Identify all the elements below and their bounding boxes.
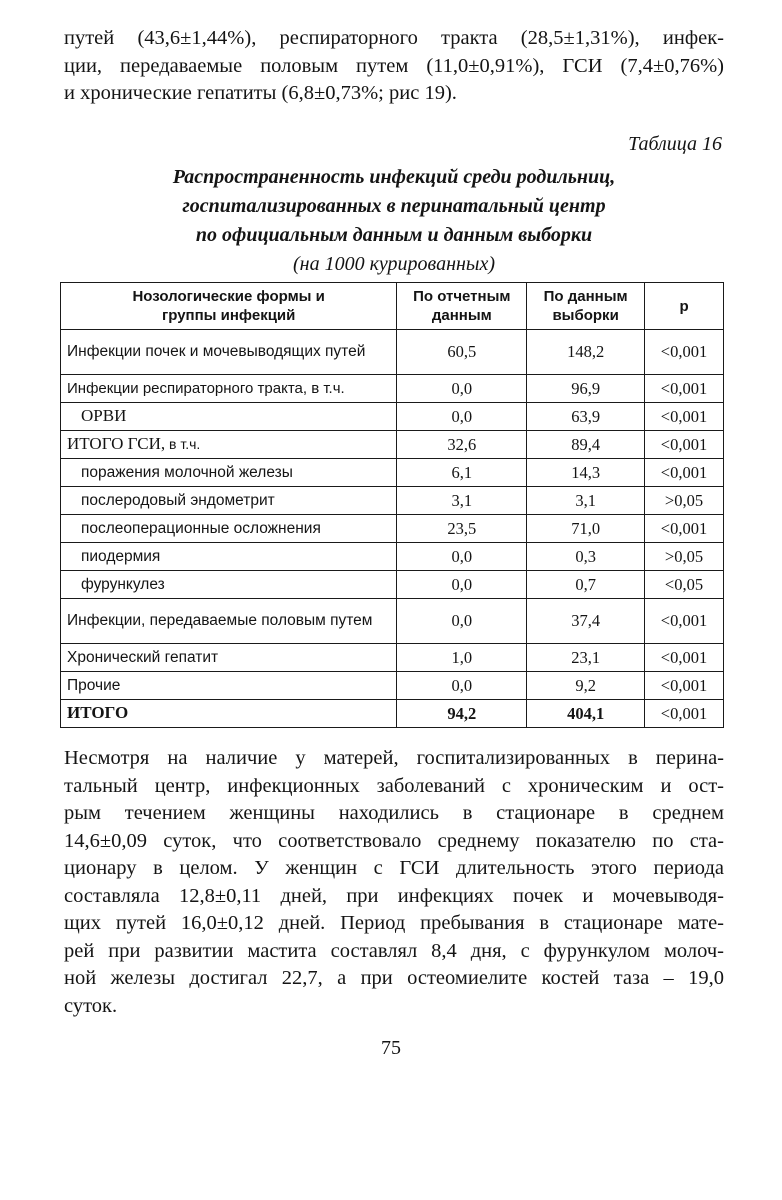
intro-paragraph [64, 25, 724, 108]
row-name: ИТОГО ГСИ, в т.ч. [61, 431, 397, 459]
body-line: ционару в целом. У женщин с ГСИ длительность этого периода [64, 857, 724, 879]
row-name: ИТОГО [61, 700, 397, 728]
table-total-row [61, 700, 724, 728]
body-line: тальный центр, инфекционных заболеваний с хроническим и ост- [64, 774, 724, 797]
table-number: Таблица 16 [628, 133, 722, 155]
row-sample: 63,9 [527, 403, 645, 431]
row-p: <0,001 [645, 459, 724, 487]
intro-line: ции, передаваемые половым путем (11,0±0,91%), ГСИ (7,4±0,76%) [64, 54, 724, 77]
row-p: <0,05 [645, 571, 724, 599]
row-p: <0,001 [645, 644, 724, 672]
row-name: Инфекции, передаваемые половым путем [61, 599, 397, 644]
header-p: р [645, 283, 724, 330]
row-sample: 404,1 [527, 700, 645, 728]
row-reported: 0,0 [397, 403, 527, 431]
row-sample: 3,1 [527, 487, 645, 515]
row-reported: 94,2 [397, 700, 527, 728]
table-row [61, 459, 724, 487]
table-row [61, 644, 724, 672]
row-p: >0,05 [645, 487, 724, 515]
row-name: Инфекции почек и мочевыводящих путей [61, 330, 397, 375]
row-p: <0,001 [645, 330, 724, 375]
row-name: фурункулез [61, 571, 397, 599]
body-line: ной железы достигал 22,7, а при остеомиелите костей таза – 19,0 [64, 967, 724, 989]
row-p: <0,001 [645, 672, 724, 700]
row-reported: 0,0 [397, 672, 527, 700]
row-reported: 0,0 [397, 375, 527, 403]
row-reported: 60,5 [397, 330, 527, 375]
intro-line: и хронические гепатиты (6,8±0,73%; рис 19). [64, 82, 457, 104]
row-p: <0,001 [645, 403, 724, 431]
row-sample: 23,1 [527, 644, 645, 672]
table-row [61, 515, 724, 543]
row-reported: 1,0 [397, 644, 527, 672]
row-sample: 14,3 [527, 459, 645, 487]
row-reported: 32,6 [397, 431, 527, 459]
header-nosology: Нозологические формы и группы инфекций [61, 283, 397, 330]
body-paragraph [64, 745, 724, 1020]
row-sample: 0,7 [527, 571, 645, 599]
row-name: Прочие [61, 672, 397, 700]
row-reported: 0,0 [397, 543, 527, 571]
header-reported: По отчетным данным [397, 283, 527, 330]
row-reported: 23,5 [397, 515, 527, 543]
row-p: <0,001 [645, 375, 724, 403]
table-title [64, 163, 724, 279]
body-line: составляла 12,8±0,11 дней, при инфекциях почек и мочевыводя- [64, 884, 724, 907]
page-number: 75 [381, 1037, 401, 1059]
row-name: поражения молочной железы [61, 459, 397, 487]
row-sample: 89,4 [527, 431, 645, 459]
body-line: Несмотря на наличие у матерей, госпитализированных в перина- [64, 747, 724, 769]
row-reported: 0,0 [397, 599, 527, 644]
table-title-line: Распространенность инфекций среди родильниц, [172, 166, 616, 188]
table-subtitle: (на 1000 курированных) [292, 253, 496, 275]
body-line: 14,6±0,09 суток, что соответствовало среднему показателю по ста- [64, 829, 724, 852]
infection-table [60, 282, 724, 728]
row-reported: 0,0 [397, 571, 527, 599]
body-line: суток. [64, 994, 118, 1017]
row-reported: 6,1 [397, 459, 527, 487]
table-row [61, 330, 724, 375]
table-header-row [61, 283, 724, 330]
row-name: Инфекции респираторного тракта, в т.ч. [61, 375, 397, 403]
table-row [61, 431, 724, 459]
row-sample: 96,9 [527, 375, 645, 403]
row-sample: 0,3 [527, 543, 645, 571]
row-reported: 3,1 [397, 487, 527, 515]
table-row [61, 403, 724, 431]
row-p: >0,05 [645, 543, 724, 571]
row-sample: 148,2 [527, 330, 645, 375]
row-sample: 9,2 [527, 672, 645, 700]
table-title-line: по официальным данным и данным выборки [195, 224, 593, 246]
body-line: рым течением женщины находились в стационаре в среднем [64, 802, 724, 824]
table-row [61, 599, 724, 644]
row-p: <0,001 [645, 599, 724, 644]
table-row [61, 375, 724, 403]
table-row [61, 543, 724, 571]
row-name: Хронический гепатит [61, 644, 397, 672]
body-line: щих путей 16,0±0,12 дней. Период пребывания в стационаре мате- [64, 912, 724, 934]
table-row [61, 487, 724, 515]
row-p: <0,001 [645, 515, 724, 543]
row-name: послеродовый эндометрит [61, 487, 397, 515]
row-sample: 37,4 [527, 599, 645, 644]
body-line: рей при развитии мастита составлял 8,4 дня, с фурункулом молоч- [64, 939, 724, 962]
row-name: ОРВИ [61, 403, 397, 431]
row-sample: 71,0 [527, 515, 645, 543]
table-row [61, 672, 724, 700]
row-p: <0,001 [645, 700, 724, 728]
intro-line: путей (43,6±1,44%), респираторного тракта (28,5±1,31%), инфек- [64, 27, 724, 49]
table-title-line: госпитализированных в перинатальный центр [182, 195, 606, 217]
row-p: <0,001 [645, 431, 724, 459]
row-name: послеоперационные осложнения [61, 515, 397, 543]
header-sample: По данным выборки [527, 283, 645, 330]
row-name: пиодермия [61, 543, 397, 571]
table-row [61, 571, 724, 599]
